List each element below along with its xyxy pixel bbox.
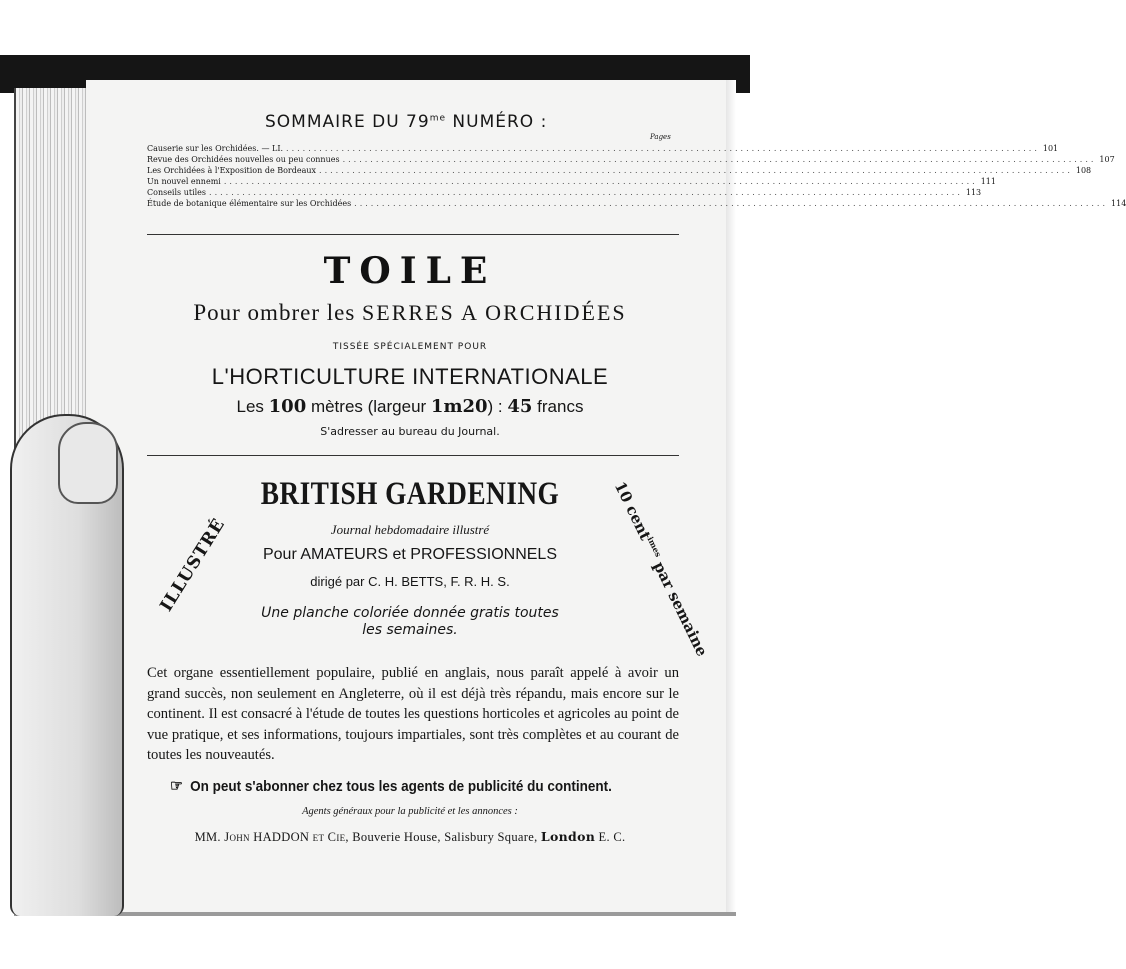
- subscribe-notice: ☞ On peut s'abonner chez tous les agents de publicité du continent.: [170, 778, 612, 795]
- haddon-address: MM. John HADDON et Cie, Bouverie House, Salisbury Square, London E. C.: [194, 829, 626, 844]
- toile-price: Les 100 mètres (largeur 1m20) : 45 francs: [236, 396, 584, 417]
- table-of-contents: [147, 143, 1126, 209]
- toile-tissee: TISSÉE SPÉCIALEMENT POUR: [332, 342, 488, 352]
- toile-heading: TOILE: [323, 250, 497, 292]
- toc-entry[interactable]: Les Orchidées à l'Exposition de Bordeaux ........................................................................................................................................ 108: [147, 166, 1092, 175]
- page-bottom-shadow: [14, 912, 736, 916]
- sommaire-heading: SOMMAIRE DU $79^{me}$ NUMÉRO :: [265, 112, 548, 132]
- british-subtitle: Journal hebdomadaire illustré: [330, 522, 490, 537]
- toile-address: S'adresser au bureau du Journal.: [320, 425, 500, 438]
- toc-entry[interactable]: Revue des Orchidées nouvelles ou peu connues ........................................................................................................................................ 107: [147, 155, 1115, 164]
- pages-label: Pages: [650, 133, 671, 141]
- british-planche: Une planche coloriée donnée gratis toutes les semaines.: [261, 605, 559, 638]
- divider-rule: [147, 455, 679, 456]
- british-audience: Pour AMATEURS et PROFESSIONNELS: [262, 546, 557, 563]
- british-editor: dirigé par C. H. BETTS, F. R. H. S.: [310, 574, 510, 589]
- thumb-nail: [58, 422, 118, 504]
- toc-entry[interactable]: Causerie sur les Orchidées. — LI. ........................................................................................................................................ 101: [147, 144, 1059, 153]
- illustre-rotated-label: ILLUSTRÉ: [156, 514, 230, 616]
- toile-horticulture: L'HORTICULTURE INTERNATIONALE: [211, 364, 609, 389]
- divider-rule: [147, 234, 679, 235]
- toc-entry[interactable]: Un nouvel ennemi ........................................................................................................................................ 111: [147, 177, 996, 186]
- toile-line-ombrer: Pour ombrer les SERRES A ORCHIDÉES: [193, 300, 627, 325]
- price-rotated-label: 10 cent$^{imes}$ par semaine: [610, 478, 712, 660]
- agents-line: Agents généraux pour la publicité et les annonces :: [302, 806, 518, 817]
- pointing-hand-icon: ☞: [170, 778, 183, 795]
- british-description: Cet organe essentiellement populaire, publié en anglais, nous paraît appelé à avoir un grand succès, non seulement en Angleterre, où il est déjà très répandu, mais encore sur le continent. Il est consacré à l'étude de toutes les questions horticoles et agricoles au point de vue pratique, et ses informations, toujours impartiales, sont très complètes et au courant de toutes les nouveautés.: [147, 665, 679, 763]
- toc-entry[interactable]: Conseils utiles ........................................................................................................................................ 113: [147, 188, 982, 197]
- toc-entry[interactable]: Étude de botanique élémentaire sur les Orchidées ........................................................................................................................................ 114: [147, 199, 1126, 208]
- british-gardening-title: BRITISH GARDENING: [260, 476, 560, 512]
